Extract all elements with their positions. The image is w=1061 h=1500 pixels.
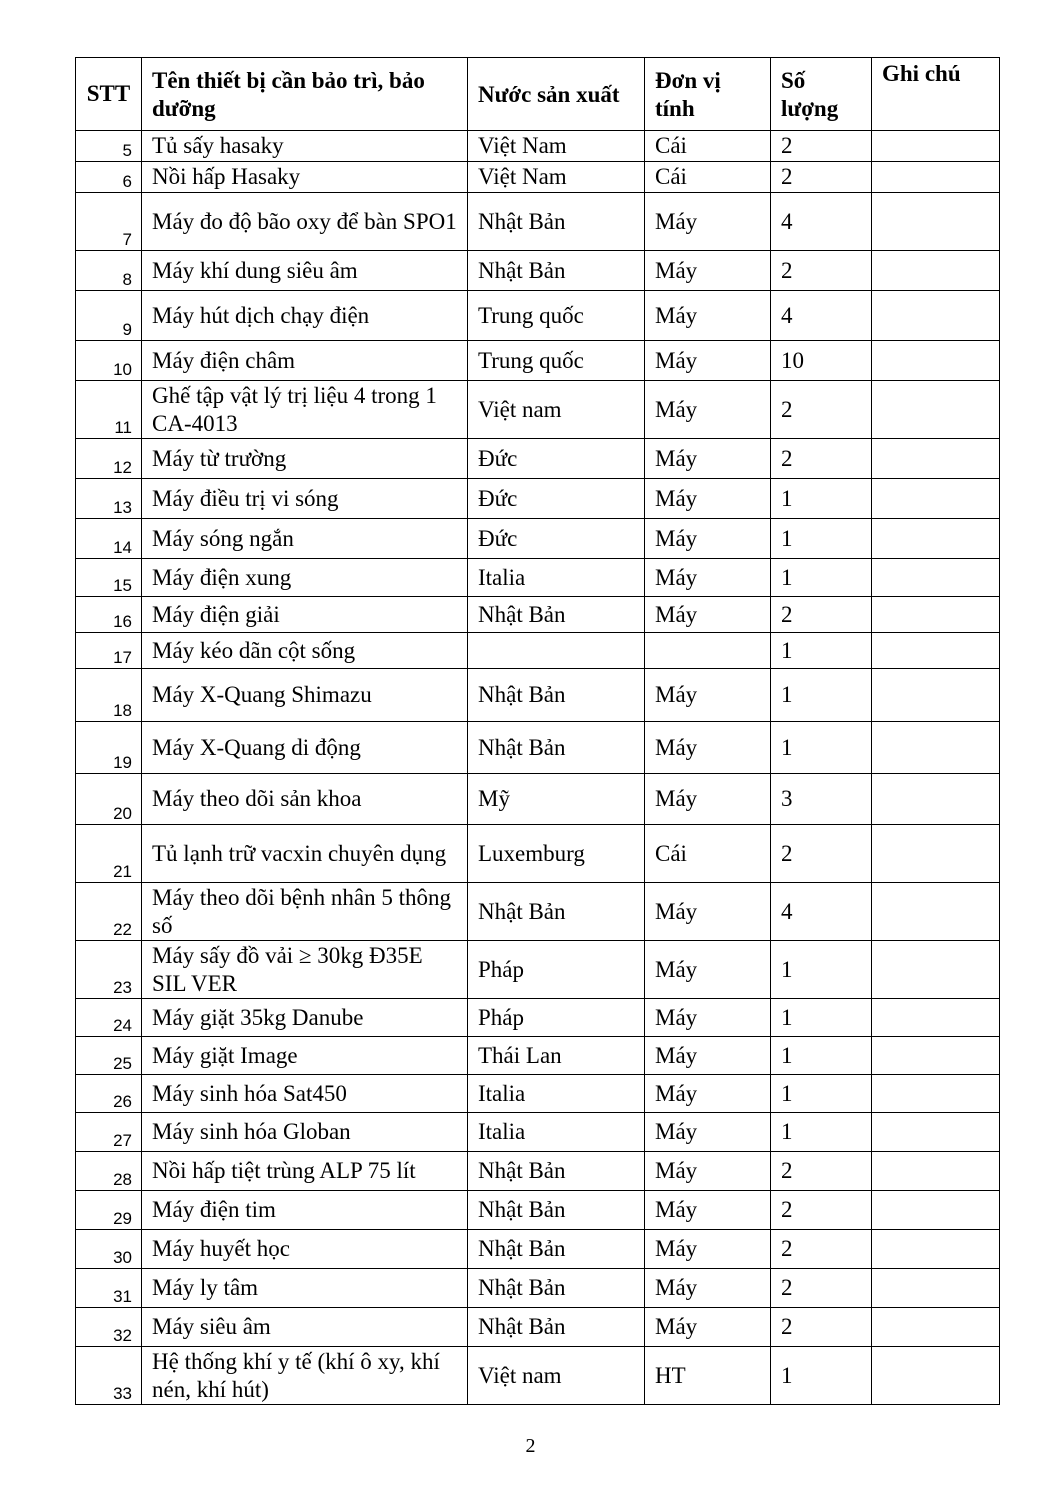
cell-unit: Cái bbox=[645, 162, 771, 193]
cell-name: Máy đo độ bão oxy để bàn SPO1 bbox=[142, 193, 468, 251]
table-row bbox=[76, 291, 1000, 341]
cell-qty: 2 bbox=[771, 381, 872, 439]
cell-qty: 2 bbox=[771, 131, 872, 162]
page-number: 2 bbox=[525, 1435, 536, 1457]
table-row bbox=[76, 941, 1000, 999]
table-row bbox=[76, 1191, 1000, 1230]
cell-unit: Máy bbox=[645, 559, 771, 597]
cell-stt: 9 bbox=[76, 291, 142, 341]
cell-name: Máy X-Quang di động bbox=[142, 722, 468, 774]
cell-name: Máy điều trị vi sóng bbox=[142, 479, 468, 519]
table-row bbox=[76, 519, 1000, 559]
cell-qty: 4 bbox=[771, 291, 872, 341]
table-row bbox=[76, 1347, 1000, 1405]
cell-unit: HT bbox=[645, 1347, 771, 1405]
cell-note bbox=[872, 479, 1000, 519]
table-row bbox=[76, 1230, 1000, 1269]
cell-country: Nhật Bản bbox=[468, 883, 645, 941]
cell-unit: Máy bbox=[645, 1113, 771, 1152]
cell-name: Máy X-Quang Shimazu bbox=[142, 669, 468, 722]
cell-country: Italia bbox=[468, 1113, 645, 1152]
cell-country: Nhật Bản bbox=[468, 669, 645, 722]
table-row bbox=[76, 341, 1000, 381]
cell-name: Máy giặt 35kg Danube bbox=[142, 999, 468, 1037]
cell-stt: 7 bbox=[76, 193, 142, 251]
table-row bbox=[76, 883, 1000, 941]
table-row bbox=[76, 825, 1000, 883]
table-row bbox=[76, 1269, 1000, 1308]
cell-note bbox=[872, 1037, 1000, 1075]
cell-stt: 31 bbox=[76, 1269, 142, 1308]
table-body bbox=[76, 131, 1000, 1405]
cell-qty: 2 bbox=[771, 1308, 872, 1347]
cell-name: Tủ lạnh trữ vacxin chuyên dụng bbox=[142, 825, 468, 883]
cell-name: Máy điện châm bbox=[142, 341, 468, 381]
cell-country: Nhật Bản bbox=[468, 1269, 645, 1308]
table-row bbox=[76, 633, 1000, 669]
equipment-table-container bbox=[75, 57, 999, 1405]
cell-unit: Cái bbox=[645, 825, 771, 883]
cell-note bbox=[872, 774, 1000, 825]
cell-stt: 5 bbox=[76, 131, 142, 162]
table-row bbox=[76, 439, 1000, 479]
cell-unit: Máy bbox=[645, 1075, 771, 1113]
cell-note bbox=[872, 131, 1000, 162]
cell-country: Trung quốc bbox=[468, 291, 645, 341]
cell-qty: 2 bbox=[771, 597, 872, 633]
cell-country: Nhật Bản bbox=[468, 1230, 645, 1269]
cell-country: Nhật Bản bbox=[468, 1191, 645, 1230]
cell-qty: 1 bbox=[771, 669, 872, 722]
cell-name: Nồi hấp Hasaky bbox=[142, 162, 468, 193]
cell-country: Italia bbox=[468, 1075, 645, 1113]
table-row bbox=[76, 1308, 1000, 1347]
cell-country: Italia bbox=[468, 559, 645, 597]
cell-qty: 1 bbox=[771, 1347, 872, 1405]
cell-country: Nhật Bản bbox=[468, 251, 645, 291]
cell-stt: 10 bbox=[76, 341, 142, 381]
cell-stt: 29 bbox=[76, 1191, 142, 1230]
cell-qty: 1 bbox=[771, 722, 872, 774]
cell-name: Máy huyết học bbox=[142, 1230, 468, 1269]
cell-note bbox=[872, 669, 1000, 722]
cell-qty: 1 bbox=[771, 1075, 872, 1113]
cell-country: Nhật Bản bbox=[468, 597, 645, 633]
cell-country: Đức bbox=[468, 479, 645, 519]
cell-note bbox=[872, 1347, 1000, 1405]
cell-name: Máy siêu âm bbox=[142, 1308, 468, 1347]
cell-name: Máy từ trường bbox=[142, 439, 468, 479]
cell-stt: 32 bbox=[76, 1308, 142, 1347]
cell-unit: Máy bbox=[645, 883, 771, 941]
cell-name: Máy sấy đồ vải ≥ 30kg Đ35E SIL VER bbox=[142, 941, 468, 999]
cell-unit: Máy bbox=[645, 479, 771, 519]
table-row bbox=[76, 193, 1000, 251]
cell-unit: Máy bbox=[645, 669, 771, 722]
cell-name: Máy khí dung siêu âm bbox=[142, 251, 468, 291]
cell-country: Nhật Bản bbox=[468, 193, 645, 251]
cell-qty: 2 bbox=[771, 825, 872, 883]
cell-country: Đức bbox=[468, 439, 645, 479]
table-row bbox=[76, 1037, 1000, 1075]
cell-note bbox=[872, 519, 1000, 559]
equipment-table bbox=[75, 57, 1000, 1405]
cell-country: Việt Nam bbox=[468, 131, 645, 162]
cell-qty: 4 bbox=[771, 193, 872, 251]
cell-unit: Máy bbox=[645, 597, 771, 633]
table-row bbox=[76, 251, 1000, 291]
cell-note bbox=[872, 193, 1000, 251]
cell-note bbox=[872, 941, 1000, 999]
cell-qty: 3 bbox=[771, 774, 872, 825]
cell-unit: Máy bbox=[645, 1308, 771, 1347]
cell-unit: Máy bbox=[645, 1230, 771, 1269]
header-unit: Đơn vị tính bbox=[645, 58, 771, 131]
cell-country: Trung quốc bbox=[468, 341, 645, 381]
table-row bbox=[76, 1075, 1000, 1113]
cell-note bbox=[872, 1230, 1000, 1269]
cell-country: Việt nam bbox=[468, 1347, 645, 1405]
header-note: Ghi chú bbox=[872, 58, 1000, 131]
cell-name: Máy ly tâm bbox=[142, 1269, 468, 1308]
cell-stt: 24 bbox=[76, 999, 142, 1037]
cell-stt: 17 bbox=[76, 633, 142, 669]
cell-country: Nhật Bản bbox=[468, 1308, 645, 1347]
cell-country: Đức bbox=[468, 519, 645, 559]
cell-unit: Máy bbox=[645, 722, 771, 774]
cell-name: Máy sinh hóa Sat450 bbox=[142, 1075, 468, 1113]
cell-stt: 18 bbox=[76, 669, 142, 722]
cell-qty: 1 bbox=[771, 559, 872, 597]
cell-country: Luxemburg bbox=[468, 825, 645, 883]
cell-qty: 2 bbox=[771, 1230, 872, 1269]
table-row bbox=[76, 162, 1000, 193]
cell-note bbox=[872, 291, 1000, 341]
cell-stt: 28 bbox=[76, 1152, 142, 1191]
header-stt: STT bbox=[76, 58, 142, 131]
header-country: Nước sản xuất bbox=[468, 58, 645, 131]
cell-qty: 2 bbox=[771, 251, 872, 291]
cell-country: Thái Lan bbox=[468, 1037, 645, 1075]
cell-name: Máy điện tim bbox=[142, 1191, 468, 1230]
table-row bbox=[76, 1113, 1000, 1152]
cell-name: Máy kéo dãn cột sống bbox=[142, 633, 468, 669]
cell-note bbox=[872, 722, 1000, 774]
cell-stt: 11 bbox=[76, 381, 142, 439]
cell-stt: 30 bbox=[76, 1230, 142, 1269]
cell-note bbox=[872, 341, 1000, 381]
cell-unit: Máy bbox=[645, 341, 771, 381]
cell-note bbox=[872, 1191, 1000, 1230]
cell-stt: 27 bbox=[76, 1113, 142, 1152]
cell-qty: 2 bbox=[771, 1269, 872, 1308]
table-row bbox=[76, 774, 1000, 825]
cell-note bbox=[872, 633, 1000, 669]
table-row bbox=[76, 999, 1000, 1037]
cell-country: Việt nam bbox=[468, 381, 645, 439]
header-name: Tên thiết bị cần bảo trì, bảo dưỡng bbox=[142, 58, 468, 131]
cell-unit: Máy bbox=[645, 999, 771, 1037]
cell-stt: 19 bbox=[76, 722, 142, 774]
cell-note bbox=[872, 1113, 1000, 1152]
cell-note bbox=[872, 999, 1000, 1037]
cell-unit: Máy bbox=[645, 251, 771, 291]
cell-stt: 22 bbox=[76, 883, 142, 941]
cell-name: Nồi hấp tiệt trùng ALP 75 lít bbox=[142, 1152, 468, 1191]
cell-unit: Máy bbox=[645, 774, 771, 825]
cell-unit: Cái bbox=[645, 131, 771, 162]
table-header-row bbox=[76, 58, 1000, 131]
cell-country: Nhật Bản bbox=[468, 1152, 645, 1191]
cell-unit: Máy bbox=[645, 1037, 771, 1075]
table-row bbox=[76, 669, 1000, 722]
cell-note bbox=[872, 251, 1000, 291]
table-row bbox=[76, 722, 1000, 774]
cell-qty: 2 bbox=[771, 1191, 872, 1230]
cell-country: Pháp bbox=[468, 999, 645, 1037]
cell-qty: 1 bbox=[771, 519, 872, 559]
cell-unit: Máy bbox=[645, 381, 771, 439]
cell-qty: 1 bbox=[771, 479, 872, 519]
cell-note bbox=[872, 1075, 1000, 1113]
cell-stt: 13 bbox=[76, 479, 142, 519]
table-row bbox=[76, 1152, 1000, 1191]
cell-note bbox=[872, 162, 1000, 193]
table-row bbox=[76, 559, 1000, 597]
cell-unit: Máy bbox=[645, 439, 771, 479]
cell-unit: Máy bbox=[645, 1152, 771, 1191]
table-row bbox=[76, 597, 1000, 633]
cell-stt: 20 bbox=[76, 774, 142, 825]
cell-stt: 33 bbox=[76, 1347, 142, 1405]
cell-qty: 2 bbox=[771, 162, 872, 193]
cell-note bbox=[872, 559, 1000, 597]
cell-unit: Máy bbox=[645, 193, 771, 251]
cell-stt: 12 bbox=[76, 439, 142, 479]
cell-note bbox=[872, 381, 1000, 439]
cell-country bbox=[468, 633, 645, 669]
cell-name: Máy sinh hóa Globan bbox=[142, 1113, 468, 1152]
header-qty: Số lượng bbox=[771, 58, 872, 131]
cell-name: Máy theo dõi bệnh nhân 5 thông số bbox=[142, 883, 468, 941]
cell-note bbox=[872, 1152, 1000, 1191]
cell-stt: 14 bbox=[76, 519, 142, 559]
cell-qty: 1 bbox=[771, 999, 872, 1037]
cell-name: Tủ sấy hasaky bbox=[142, 131, 468, 162]
cell-name: Máy hút dịch chạy điện bbox=[142, 291, 468, 341]
cell-name: Máy điện giải bbox=[142, 597, 468, 633]
cell-qty: 2 bbox=[771, 439, 872, 479]
cell-qty: 1 bbox=[771, 941, 872, 999]
cell-unit: Máy bbox=[645, 519, 771, 559]
cell-note bbox=[872, 883, 1000, 941]
cell-name: Máy điện xung bbox=[142, 559, 468, 597]
table-row bbox=[76, 381, 1000, 439]
cell-country: Việt Nam bbox=[468, 162, 645, 193]
cell-unit: Máy bbox=[645, 1269, 771, 1308]
cell-note bbox=[872, 439, 1000, 479]
cell-stt: 15 bbox=[76, 559, 142, 597]
cell-note bbox=[872, 597, 1000, 633]
table-row bbox=[76, 131, 1000, 162]
cell-country: Nhật Bản bbox=[468, 722, 645, 774]
cell-qty: 1 bbox=[771, 1037, 872, 1075]
cell-note bbox=[872, 825, 1000, 883]
table-row bbox=[76, 479, 1000, 519]
cell-name: Ghế tập vật lý trị liệu 4 trong 1 CA-4013 bbox=[142, 381, 468, 439]
cell-qty: 4 bbox=[771, 883, 872, 941]
cell-stt: 21 bbox=[76, 825, 142, 883]
cell-qty: 2 bbox=[771, 1152, 872, 1191]
cell-stt: 25 bbox=[76, 1037, 142, 1075]
cell-note bbox=[872, 1269, 1000, 1308]
cell-unit: Máy bbox=[645, 291, 771, 341]
cell-name: Máy theo dõi sản khoa bbox=[142, 774, 468, 825]
cell-qty: 1 bbox=[771, 633, 872, 669]
cell-stt: 23 bbox=[76, 941, 142, 999]
cell-stt: 8 bbox=[76, 251, 142, 291]
cell-name: Máy sóng ngắn bbox=[142, 519, 468, 559]
cell-stt: 16 bbox=[76, 597, 142, 633]
cell-stt: 26 bbox=[76, 1075, 142, 1113]
cell-unit: Máy bbox=[645, 941, 771, 999]
cell-stt: 6 bbox=[76, 162, 142, 193]
cell-country: Mỹ bbox=[468, 774, 645, 825]
cell-unit bbox=[645, 633, 771, 669]
cell-qty: 1 bbox=[771, 1113, 872, 1152]
cell-name: Hệ thống khí y tế (khí ô xy, khí nén, khí hút) bbox=[142, 1347, 468, 1405]
cell-note bbox=[872, 1308, 1000, 1347]
cell-qty: 10 bbox=[771, 341, 872, 381]
cell-country: Pháp bbox=[468, 941, 645, 999]
cell-unit: Máy bbox=[645, 1191, 771, 1230]
cell-name: Máy giặt Image bbox=[142, 1037, 468, 1075]
